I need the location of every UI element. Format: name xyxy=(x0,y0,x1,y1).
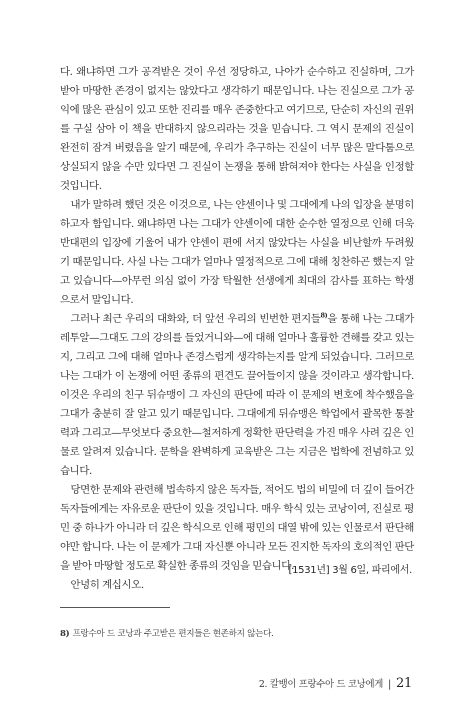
dateline: [1531년] 3월 6일, 파리에서. xyxy=(288,565,412,576)
footer-separator: | xyxy=(387,679,392,690)
paragraph-3 xyxy=(60,310,414,481)
chapter-title: 2. 칼뱅이 프랑수아 드 코낭에게 xyxy=(258,679,383,690)
footnote-text: 프랑수아 드 코낭과 주고받은 편지들은 현존하지 않는다. xyxy=(72,629,274,639)
paragraph-4: 당면한 문제와 관련해 법속하지 않은 독자들, 적어도 법의 비밀에 더 깊이 들어간 독자들에게는 자유로운 판단이 있을 것입니다. 매우 학식 있는 코낭이여, 진실로 평민 중 하나가 아니라 더 깊은 학식으로 인해 평민의 대열 밖에 있는 인물로서 판단해야만 합니다. 나는 이 문제가 그대 자신뿐 아니라 모든 진지한 독자의 호의적인 판단을 받아 마땅할 정도로 확실한 종류의 것임을 믿습니다. xyxy=(60,484,414,572)
paragraph-3-before: 그러나 최근 우리의 대화와, 더 앞선 우리의 빈번한 편지들 xyxy=(70,313,321,325)
paragraph-3-after: 을 통해 나는 그대가 레투알—그대도 그의 강의를 들었거니와—에 대해 얼마나 훌륭한 견해를 갖고 있는지, 그리고 그에 대해 얼마나 존경스럽게 생각하는지를 알게 되었습니다. 그러므로 나는 그대가 이 논쟁에 어떤 종류의 편견도 끌어들이지 않을 것이라고 생각합니다. 이것은 우리의 친구 뒤슈맹이 그 자신의 판단에 따라 이 문제의 변호에 착수했음을 그대가 충분히 잘 알고 있기 때문입니다. 그대에게 뒤슈맹은 학업에서 괄목한 통찰력과 그리고—무엇보다 중요한—철저하게 정확한 판단력을 가진 매우 사려 깊은 인물로 알려져 있습니다. 문학을 완벽하게 교육받은 그는 지금은 법학에 전념하고 있습니다. xyxy=(60,313,414,477)
footnote-divider xyxy=(60,607,170,608)
footnote xyxy=(60,627,274,639)
footnote-reference[interactable]: 8) xyxy=(320,311,328,320)
paragraph-1: 다. 왜냐하면 그가 공격받은 것이 우선 정당하고, 나아가 순수하고 진실하며, 그가 받아 마땅한 존경이 없지는 않았다고 생각하기 때문입니다. 나는 진실으로 그가 공익에 많은 관심이 있고 또한 진리를 매우 존중한다고 여기므로, 단순히 자신의 권위를 구실 삼아 이 책을 반대하지 않으리라는 것을 믿습니다. 그 역시 문제의 진실이 완전히 잠겨 버렸음을 알기 때문에, 우리가 추구하는 진실이 너무 많은 말다툼으로 상실되지 않을 수만 있다면 그 진실이 논쟁을 통해 밝혀져야 한다는 사실을 인정할 것입니다. xyxy=(60,66,414,192)
paragraph-2: 내가 말하려 했던 것은 이것으로, 나는 얀센이나 및 그대에게 나의 입장을 분명히 하고자 함입니다. 왜냐하면 나는 그대가 얀센이에 대한 순수한 열정으로 인해 더욱 반대편의 입장에 기울어 내가 얀센이 편에 서지 않았다는 사실을 비난할까 두려웠기 때문입니다. 사실 나는 그대가 얼마나 열정적으로 그에 대해 칭찬하곤 했는지 알고 있습니다—아무런 의심 없이 가장 탁월한 선생에게 최대의 감사를 표하는 학생으로서 말입니다. xyxy=(60,199,414,306)
paragraph-5: 안녕히 계십시오. xyxy=(70,579,144,591)
footnote-number: 8) xyxy=(60,629,70,639)
running-footer xyxy=(259,676,412,691)
body-text xyxy=(60,63,414,595)
page-number: 21 xyxy=(396,676,412,691)
